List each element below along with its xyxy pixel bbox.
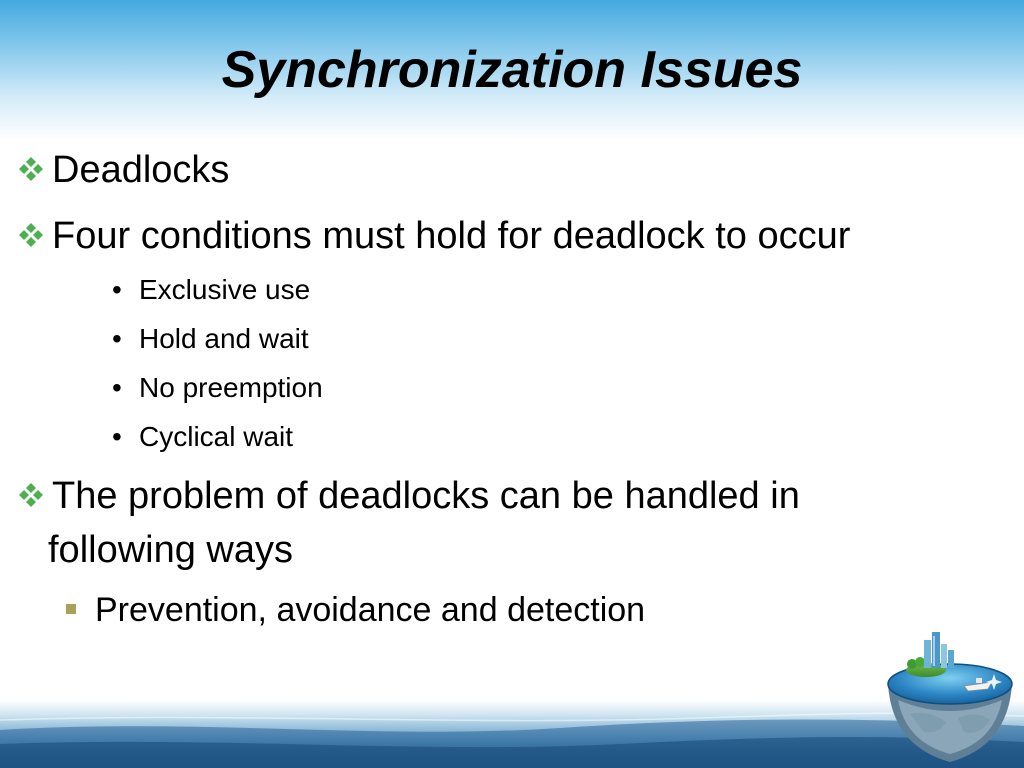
sub-bullet-dot: • [112,372,122,403]
globe-city-icon [880,626,1020,766]
bullet-handling-line1: The problem of deadlocks can be handled in [52,475,800,517]
sub-bullet-dot: • [112,421,122,452]
four-diamond-bullet-icon [16,154,46,184]
bullet-handling-line2: following ways [48,529,293,571]
four-diamond-bullet-icon [16,220,46,250]
sub-bullet-dot: • [112,274,122,305]
condition-item: Cyclical wait [139,421,294,452]
condition-item: No preemption [139,372,323,403]
handling-methods: Prevention, avoidance and detection [95,591,646,629]
footer-wave-decoration [0,700,1024,768]
sub-bullet-dot: • [112,323,122,354]
condition-item: Exclusive use [139,274,311,305]
square-bullet-icon [66,604,76,614]
condition-item: Hold and wait [139,323,309,354]
bullet-deadlocks: Deadlocks [52,149,230,191]
four-diamond-bullet-icon [16,480,46,510]
bullet-four-conditions: Four conditions must hold for deadlock to occur [52,215,851,257]
slide-title: Synchronization Issues [221,41,803,99]
